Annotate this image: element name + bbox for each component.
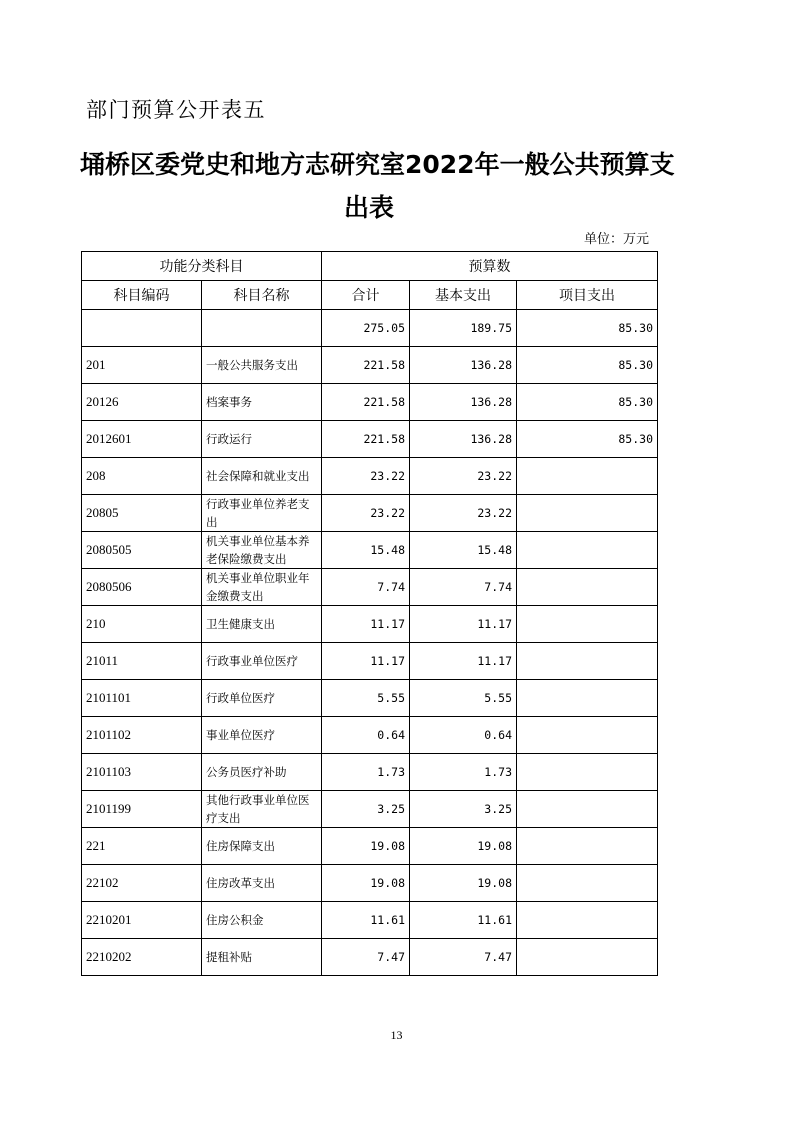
cell-total: 7.47 xyxy=(322,939,410,976)
cell-basic: 11.17 xyxy=(410,643,517,680)
cell-basic: 7.47 xyxy=(410,939,517,976)
cell-name: 机关事业单位职业年金缴费支出 xyxy=(202,569,322,606)
cell-name: 公务员医疗补助 xyxy=(202,754,322,791)
cell-project xyxy=(517,791,658,828)
table-row xyxy=(82,828,658,865)
cell-basic: 1.73 xyxy=(410,754,517,791)
cell-total: 221.58 xyxy=(322,421,410,458)
table-row xyxy=(82,754,658,791)
cell-basic: 136.28 xyxy=(410,384,517,421)
unit-label: 单位：万元 xyxy=(583,232,649,247)
cell-name xyxy=(202,310,322,347)
cell-code: 2012601 xyxy=(82,421,202,458)
cell-code: 2101103 xyxy=(82,754,202,791)
cell-project: 85.30 xyxy=(517,310,658,347)
cell-name: 住房保障支出 xyxy=(202,828,322,865)
cell-total: 221.58 xyxy=(322,347,410,384)
cell-code: 22102 xyxy=(82,865,202,902)
cell-total: 15.48 xyxy=(322,532,410,569)
cell-project xyxy=(517,717,658,754)
column-header-row xyxy=(82,281,658,310)
table-row xyxy=(82,606,658,643)
cell-code: 208 xyxy=(82,458,202,495)
cell-project xyxy=(517,865,658,902)
cell-total: 0.64 xyxy=(322,717,410,754)
cell-name: 住房改革支出 xyxy=(202,865,322,902)
document-label: 部门预算公开表五 xyxy=(86,98,266,122)
document-title-line-1: 埇桥区委党史和地方志研究室2022年一般公共预算支 xyxy=(80,150,675,179)
cell-code: 2101101 xyxy=(82,680,202,717)
cell-code: 20126 xyxy=(82,384,202,421)
cell-total: 23.22 xyxy=(322,458,410,495)
cell-code: 2080505 xyxy=(82,532,202,569)
column-header-basic: 基本支出 xyxy=(410,281,517,310)
cell-project xyxy=(517,902,658,939)
cell-project xyxy=(517,495,658,532)
cell-project xyxy=(517,680,658,717)
table-row xyxy=(82,791,658,828)
cell-name: 提租补贴 xyxy=(202,939,322,976)
cell-total: 5.55 xyxy=(322,680,410,717)
cell-name: 行政单位医疗 xyxy=(202,680,322,717)
table-row xyxy=(82,717,658,754)
cell-basic: 189.75 xyxy=(410,310,517,347)
cell-basic: 23.22 xyxy=(410,495,517,532)
table-row xyxy=(82,495,658,532)
cell-total: 7.74 xyxy=(322,569,410,606)
table-row xyxy=(82,939,658,976)
cell-basic: 7.74 xyxy=(410,569,517,606)
cell-project xyxy=(517,939,658,976)
cell-basic: 11.17 xyxy=(410,606,517,643)
table-row xyxy=(82,902,658,939)
group-header-function-classification: 功能分类科目 xyxy=(82,252,322,281)
table-row xyxy=(82,569,658,606)
cell-total: 19.08 xyxy=(322,865,410,902)
table-row xyxy=(82,458,658,495)
cell-basic: 0.64 xyxy=(410,717,517,754)
cell-total: 23.22 xyxy=(322,495,410,532)
cell-basic: 15.48 xyxy=(410,532,517,569)
cell-code: 20805 xyxy=(82,495,202,532)
cell-code: 2101199 xyxy=(82,791,202,828)
cell-basic: 136.28 xyxy=(410,347,517,384)
table-row xyxy=(82,680,658,717)
cell-project: 85.30 xyxy=(517,347,658,384)
cell-code: 2101102 xyxy=(82,717,202,754)
cell-total: 11.17 xyxy=(322,606,410,643)
page-number: 13 xyxy=(390,1028,403,1042)
cell-total: 221.58 xyxy=(322,384,410,421)
cell-code: 2210201 xyxy=(82,902,202,939)
cell-code: 21011 xyxy=(82,643,202,680)
group-header-row xyxy=(82,252,658,281)
table-row xyxy=(82,643,658,680)
table-row xyxy=(82,384,658,421)
cell-code: 210 xyxy=(82,606,202,643)
budget-table xyxy=(81,251,658,976)
cell-code: 2210202 xyxy=(82,939,202,976)
table-row xyxy=(82,310,658,347)
cell-total: 1.73 xyxy=(322,754,410,791)
cell-name: 住房公积金 xyxy=(202,902,322,939)
cell-project xyxy=(517,532,658,569)
column-header-code: 科目编码 xyxy=(82,281,202,310)
cell-name: 档案事务 xyxy=(202,384,322,421)
cell-project: 85.30 xyxy=(517,384,658,421)
cell-project xyxy=(517,606,658,643)
cell-basic: 3.25 xyxy=(410,791,517,828)
group-header-budget-amount: 预算数 xyxy=(322,252,658,281)
column-header-total: 合计 xyxy=(322,281,410,310)
cell-code: 201 xyxy=(82,347,202,384)
table-row xyxy=(82,347,658,384)
cell-total: 11.61 xyxy=(322,902,410,939)
column-header-name: 科目名称 xyxy=(202,281,322,310)
cell-project xyxy=(517,569,658,606)
cell-total: 3.25 xyxy=(322,791,410,828)
document-title-line-2: 出表 xyxy=(344,193,395,222)
cell-total: 275.05 xyxy=(322,310,410,347)
cell-project xyxy=(517,643,658,680)
cell-total: 11.17 xyxy=(322,643,410,680)
cell-code: 221 xyxy=(82,828,202,865)
cell-name: 行政事业单位医疗 xyxy=(202,643,322,680)
cell-basic: 19.08 xyxy=(410,828,517,865)
cell-project xyxy=(517,828,658,865)
table-row xyxy=(82,421,658,458)
cell-name: 事业单位医疗 xyxy=(202,717,322,754)
cell-project xyxy=(517,754,658,791)
cell-project: 85.30 xyxy=(517,421,658,458)
table-row xyxy=(82,865,658,902)
cell-total: 19.08 xyxy=(322,828,410,865)
cell-code: 2080506 xyxy=(82,569,202,606)
cell-basic: 23.22 xyxy=(410,458,517,495)
cell-name: 卫生健康支出 xyxy=(202,606,322,643)
cell-name: 其他行政事业单位医疗支出 xyxy=(202,791,322,828)
column-header-project: 项目支出 xyxy=(517,281,658,310)
table-row xyxy=(82,532,658,569)
cell-name: 社会保障和就业支出 xyxy=(202,458,322,495)
table-body xyxy=(82,310,658,976)
cell-basic: 136.28 xyxy=(410,421,517,458)
cell-basic: 11.61 xyxy=(410,902,517,939)
cell-basic: 19.08 xyxy=(410,865,517,902)
cell-basic: 5.55 xyxy=(410,680,517,717)
cell-code xyxy=(82,310,202,347)
cell-name: 一般公共服务支出 xyxy=(202,347,322,384)
cell-name: 行政事业单位养老支出 xyxy=(202,495,322,532)
cell-name: 行政运行 xyxy=(202,421,322,458)
cell-project xyxy=(517,458,658,495)
cell-name: 机关事业单位基本养老保险缴费支出 xyxy=(202,532,322,569)
